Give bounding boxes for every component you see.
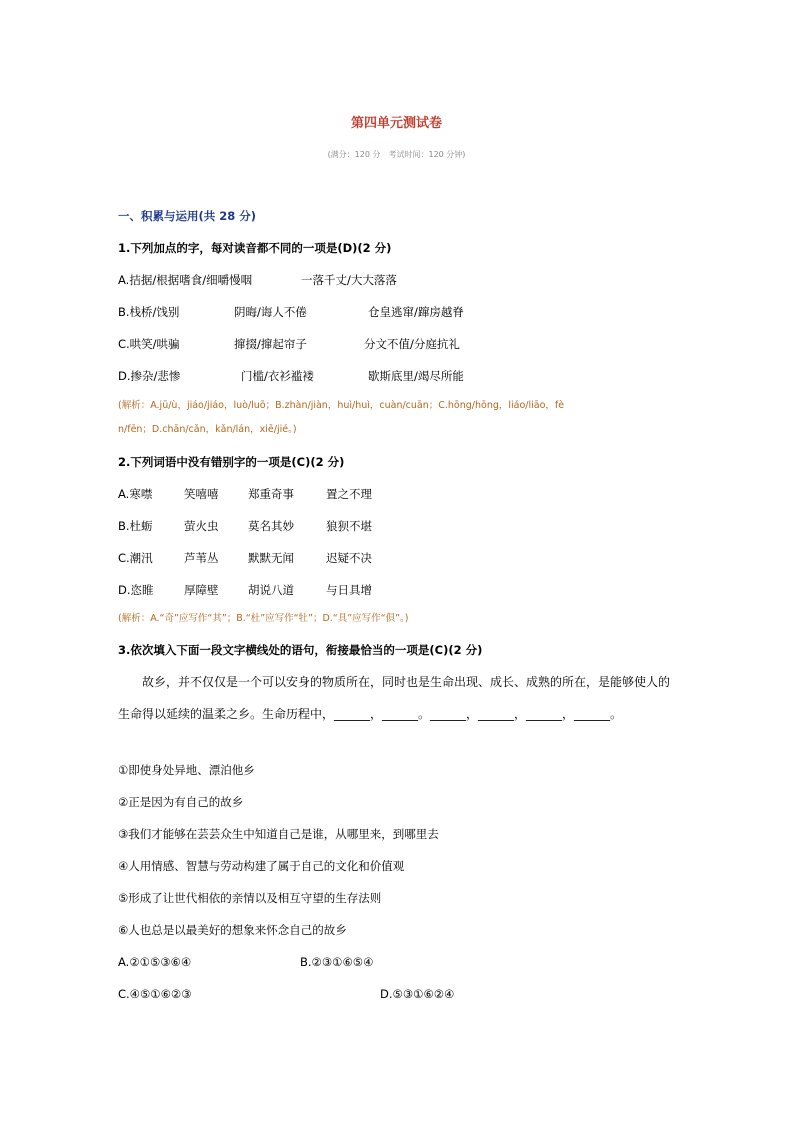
q2-note: (解析：A.“奇”应写作“其”；B.“杜”应写作“牡”；D.“具”应写作“俱”。) (118, 613, 409, 624)
q3-item-2: ②正是因为有自己的故乡 (118, 795, 244, 809)
option-part: 迟疑不决 (326, 551, 372, 565)
q3-item-1: ①即使身处异地、漂泊他乡 (118, 763, 255, 777)
option-part: B.栈桥/饯别 (118, 305, 180, 319)
option-part: 笑嘻嘻 (184, 487, 219, 501)
option-part: B.杜蛎 (118, 519, 153, 533)
question-2: 2.下列词语中没有错别字的一项是(C)(2 分) (118, 455, 345, 469)
option-part: 门槛/衣衫褴褛 (241, 369, 314, 383)
option-part: 胡说八道 (248, 583, 294, 597)
q3-item-4: ④人用情感、智慧与劳动构建了属于自己的文化和价值观 (118, 859, 405, 873)
q3-choice-b: B.②③①⑥⑤④ (300, 955, 374, 969)
q1-note-line1: (解析：A.jū/ù，jiáo/jiáo，luò/luō；B.zhàn/jiàn，huì/huì，cuàn/cuān；C.hōng/hōng，liáo/liāo，fè (118, 400, 565, 411)
page-title: 第四单元测试卷 (350, 116, 442, 131)
option-part: 狼狈不堪 (326, 519, 372, 533)
option-part: C.哄笑/哄骗 (118, 337, 180, 351)
q3-item-3: ③我们才能够在芸芸众生中知道自己是谁，从哪里来，到哪里去 (118, 827, 439, 841)
q3-choice-c: C.④⑤①⑥②③ (118, 987, 192, 1001)
option-part: 默默无闻 (248, 551, 294, 565)
q3-choice-a: A.②①⑤③⑥④ (118, 955, 192, 969)
q3-item-6: ⑥人也总是以最美好的想象来怀念自己的故乡 (118, 923, 347, 937)
option-part: 芦苇丛 (184, 551, 219, 565)
section-heading: 一、积累与运用(共 28 分) (118, 209, 257, 223)
page-subtitle: (满分：120 分 考试时间：120 分钟) (327, 150, 466, 159)
question-3: 3.依次填入下面一段文字横线处的语句，衔接最恰当的一项是(C)(2 分) (118, 643, 483, 657)
option-part: 郑重奇事 (248, 487, 294, 501)
q3-item-5: ⑤形成了让世代相依的亲情以及相互守望的生存法则 (118, 891, 382, 905)
question-1: 1.下列加点的字，每对读音都不同的一项是(D)(2 分) (118, 241, 392, 255)
option-part: 歇斯底里/竭尽所能 (368, 369, 464, 383)
option-part: 阴晦/诲人不倦 (234, 305, 307, 319)
option-part: 厚障壁 (184, 583, 219, 597)
option-part: 撺掇/撺起帘子 (234, 337, 307, 351)
option-part: D.掺杂/悲惨 (118, 369, 181, 383)
option-part: 仓皇逃窜/蹿房越脊 (368, 305, 464, 319)
option-part: 一落千丈/大大落落 (301, 273, 397, 287)
option-part: D.恣睢 (118, 583, 154, 597)
option-part: C.潮汛 (118, 551, 153, 565)
option-part: 萤火虫 (184, 519, 219, 533)
option-part: A.寒噤 (118, 487, 153, 501)
option-part: 置之不理 (326, 487, 372, 501)
q3-passage: 故乡，并不仅仅是一个可以安身的物质所在，同时也是生命出现、成长、成熟的所在，是能够使人的生命得以延续的温柔之乡。生命历程中，______，______。______，______，______，______。 (118, 675, 671, 721)
q1-note-line2: n/fēn；D.chān/cǎn，kǎn/lán，xiē/jié。) (118, 424, 297, 435)
q3-choice-d: D.⑤③①⑥②④ (380, 987, 455, 1001)
option-part: A.拮据/根据嗜食/细嚼慢咽 (118, 273, 253, 287)
option-part: 与日具增 (326, 583, 372, 597)
option-part: 分文不值/分庭抗礼 (364, 337, 460, 351)
option-part: 莫名其妙 (248, 519, 294, 533)
